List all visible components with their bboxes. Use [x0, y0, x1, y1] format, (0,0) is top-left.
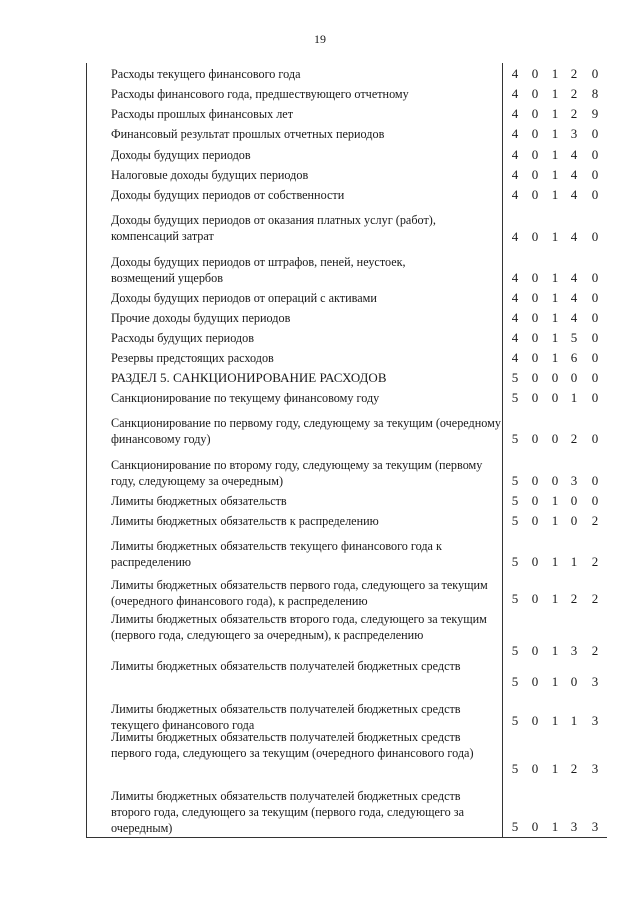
row-label: Доходы будущих периодов от оказания платных услуг (работ), компенсаций затрат [111, 213, 436, 243]
account-code: 4 0 1 3 0 [511, 126, 599, 141]
row-label: Лимиты бюджетных обязательств получателей бюджетных средств первого года, следующего за текущим (очередного финансового года) [111, 730, 474, 760]
row-label: Лимиты бюджетных обязательств [111, 494, 287, 508]
row-label: Доходы будущих периодов от собственности [111, 188, 345, 202]
section-heading: РАЗДЕЛ 5. САНКЦИОНИРОВАНИЕ РАСХОДОВ [111, 370, 387, 385]
row-label: Санкционирование по второму году, следующему за текущим (первому году, следующему за очередным) [111, 458, 483, 488]
row-label: Лимиты бюджетных обязательств получателей бюджетных средств второго года, следующего за текущим (первого года, следующего за очередным) [111, 789, 464, 835]
row-label: Лимиты бюджетных обязательств второго года, следующего за текущим (первого года, следующего за очередным), к распределению [111, 612, 487, 642]
row-label: Финансовый результат прошлых отчетных периодов [111, 127, 385, 141]
row-label: Доходы будущих периодов от операций с активами [111, 291, 377, 305]
row-label: Лимиты бюджетных обязательств получателей бюджетных средств [111, 659, 461, 673]
row-label: Доходы будущих периодов [111, 148, 251, 162]
account-code: 5 0 1 2 3 [511, 761, 599, 776]
row-label: Налоговые доходы будущих периодов [111, 168, 309, 182]
account-code: 5 0 1 3 2 [511, 643, 599, 658]
account-code: 4 0 1 4 0 [511, 167, 599, 182]
row-label: Расходы будущих периодов [111, 331, 254, 345]
account-code: 5 0 1 3 3 [511, 819, 599, 834]
row-label: Санкционирование по первому году, следующему за текущим (очередному финансовому году) [111, 416, 501, 446]
account-code: 5 0 0 2 0 [511, 431, 599, 446]
account-code: 5 0 1 2 2 [511, 591, 599, 606]
account-code: 4 0 1 4 0 [511, 290, 599, 305]
row-label: Расходы финансового года, предшествующего отчетному [111, 87, 409, 101]
account-code: 5 0 0 3 0 [511, 473, 599, 488]
account-code: 5 0 1 1 2 [511, 554, 599, 569]
row-label: Прочие доходы будущих периодов [111, 311, 291, 325]
row-label: Лимиты бюджетных обязательств получателей бюджетных средств текущего финансового года [111, 702, 461, 732]
row-label: Резервы предстоящих расходов [111, 351, 274, 365]
account-code: 4 0 1 2 0 [511, 66, 599, 81]
account-code: 5 0 0 0 0 [511, 370, 599, 385]
account-code: 5 0 1 0 2 [511, 513, 599, 528]
account-code: 5 0 1 0 0 [511, 493, 599, 508]
account-code: 4 0 1 2 9 [511, 106, 599, 121]
account-code: 4 0 1 4 0 [511, 147, 599, 162]
account-code: 4 0 1 4 0 [511, 229, 599, 244]
account-code: 4 0 1 2 8 [511, 86, 599, 101]
account-code: 4 0 1 4 0 [511, 187, 599, 202]
row-label: Санкционирование по текущему финансовому году [111, 391, 380, 405]
page-number: 19 [314, 32, 326, 46]
account-code: 4 0 1 6 0 [511, 350, 599, 365]
row-label: Расходы текущего финансового года [111, 67, 301, 81]
account-codes-table [86, 63, 607, 838]
account-code: 4 0 1 5 0 [511, 330, 599, 345]
row-label: Доходы будущих периодов от штрафов, пеней, неустоек, возмещений ущербов [111, 255, 406, 285]
account-code: 5 0 0 1 0 [511, 390, 599, 405]
row-label: Лимиты бюджетных обязательств к распределению [111, 514, 379, 528]
row-label: Лимиты бюджетных обязательств первого года, следующего за текущим (очередного финансового года), к распределению [111, 578, 488, 608]
account-code: 5 0 1 1 3 [511, 713, 599, 728]
account-code: 4 0 1 4 0 [511, 310, 599, 325]
row-label: Расходы прошлых финансовых лет [111, 107, 294, 121]
account-code: 4 0 1 4 0 [511, 270, 599, 285]
row-label: Лимиты бюджетных обязательств текущего финансового года к распределению [111, 539, 442, 569]
account-code: 5 0 1 0 3 [511, 674, 599, 689]
